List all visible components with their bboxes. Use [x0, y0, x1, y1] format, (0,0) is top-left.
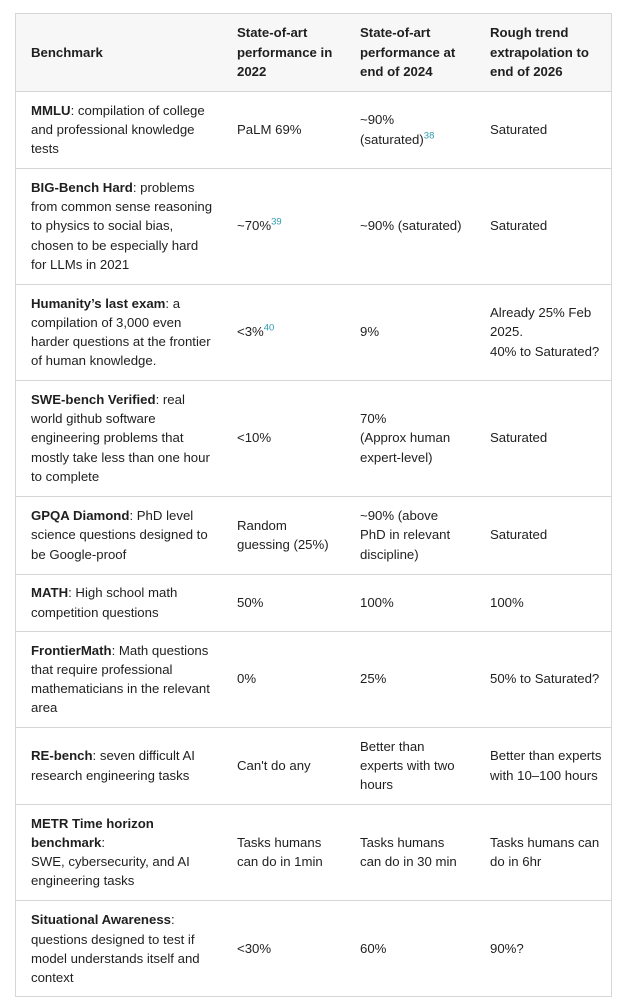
benchmark-description: : problems from common sense reasoning to physics to social bias, chosen to be especially hard for LLMs in 2021 [31, 179, 213, 272]
value-p2024: 9% [360, 324, 380, 340]
benchmark-cell [16, 727, 222, 804]
header-row [16, 14, 611, 91]
value-p2024: 100% [360, 594, 394, 610]
value-p2024: 70% (Approx human expert-level) [360, 411, 451, 465]
benchmark-cell [16, 496, 222, 574]
benchmark-name: Situational Awareness [31, 912, 171, 928]
value-p2024: ~90% (saturated) [360, 112, 424, 147]
value-cell-p2024 [345, 496, 475, 574]
value-cell-p2022 [222, 284, 345, 380]
value-cell-p2022 [222, 168, 345, 284]
benchmark-name: MMLU [31, 102, 71, 118]
benchmark-cell [16, 284, 222, 380]
value-cell-p2022 [222, 574, 345, 631]
value-cell-p2022 [222, 91, 345, 168]
value-p2026: 90%? [490, 941, 524, 957]
value-p2026: Saturated [490, 430, 548, 446]
value-p2022: PaLM 69% [237, 121, 302, 137]
benchmark-name: BIG-Bench Hard [31, 179, 133, 195]
benchmark-cell [16, 631, 222, 727]
value-cell-p2022 [222, 380, 345, 496]
value-cell-p2026 [475, 380, 611, 496]
benchmark-description: : seven difficult AI research engineering tasks [31, 748, 195, 783]
value-p2024: Tasks humans can do in 30 min [360, 834, 457, 869]
benchmark-name: METR Time horizon benchmark [31, 815, 154, 850]
benchmark-description: : questions designed to test if model understands itself and context [31, 912, 200, 985]
value-p2022: 0% [237, 671, 257, 687]
benchmark-name: Humanity’s last exam [31, 295, 166, 311]
footnote-ref[interactable]: 40 [263, 323, 275, 334]
benchmark-cell [16, 168, 222, 284]
benchmark-name: SWE-bench Verified [31, 391, 156, 407]
value-p2022: 50% [237, 594, 264, 610]
value-p2022: ~70% [237, 218, 272, 234]
value-cell-p2024 [345, 284, 475, 380]
benchmark-cell [16, 574, 222, 631]
value-p2026: Better than experts with 10–100 hours [490, 748, 602, 783]
header-2026: Rough trend extrapolation to end of 2026 [475, 14, 611, 91]
value-cell-p2022 [222, 727, 345, 804]
value-p2026: Saturated [490, 218, 548, 234]
header-2024: State-of-art performance at end of 2024 [345, 14, 475, 91]
table-row [16, 496, 611, 574]
benchmark-description: : High school math competition questions [31, 585, 178, 620]
value-cell-p2026 [475, 727, 611, 804]
value-cell-p2024 [345, 168, 475, 284]
value-cell-p2024 [345, 804, 475, 900]
value-cell-p2026 [475, 168, 611, 284]
benchmark-table [16, 14, 611, 997]
benchmark-description: : compilation of college and professional knowledge tests [31, 102, 205, 157]
header-benchmark: Benchmark [16, 14, 222, 91]
table-row [16, 168, 611, 284]
value-p2024: 60% [360, 941, 387, 957]
header-2022: State-of-art performance in 2022 [222, 14, 345, 91]
value-p2022: <10% [237, 430, 272, 446]
value-cell-p2024 [345, 574, 475, 631]
benchmark-cell [16, 900, 222, 997]
value-p2024: ~90% (above PhD in relevant discipline) [360, 508, 451, 562]
value-p2022: <30% [237, 941, 272, 957]
benchmark-description: : PhD level science questions designed to be Google-proof [31, 508, 208, 562]
value-p2026: 100% [490, 594, 524, 610]
table-row [16, 804, 611, 900]
benchmark-name: MATH [31, 585, 69, 601]
value-cell-p2024 [345, 380, 475, 496]
value-p2026: Saturated [490, 527, 548, 543]
value-p2022: Can't do any [237, 757, 311, 773]
table-row [16, 900, 611, 997]
benchmark-description: : real world github software engineering problems that mostly take less than one hour to complete [31, 391, 210, 484]
value-cell-p2026 [475, 804, 611, 900]
value-cell-p2022 [222, 496, 345, 574]
footnote-ref[interactable]: 38 [423, 130, 435, 142]
benchmark-cell [16, 804, 222, 900]
value-cell-p2026 [475, 631, 611, 727]
value-cell-p2024 [345, 727, 475, 804]
value-cell-p2026 [475, 900, 611, 997]
benchmark-cell [16, 380, 222, 496]
table-row [16, 631, 611, 727]
table-row [16, 284, 611, 380]
value-p2026: Saturated [490, 121, 548, 137]
value-p2022: <3% [237, 324, 264, 340]
value-cell-p2024 [345, 91, 475, 168]
value-cell-p2022 [222, 804, 345, 900]
value-cell-p2026 [475, 284, 611, 380]
value-p2026: Tasks humans can do in 6hr [490, 834, 600, 869]
value-cell-p2026 [475, 91, 611, 168]
value-cell-p2022 [222, 900, 345, 997]
value-p2024: ~90% (saturated) [360, 218, 462, 234]
table-row [16, 574, 611, 631]
benchmark-description: : Math questions that require professional mathematicians in the relevant area [31, 642, 210, 716]
table-row [16, 91, 611, 168]
value-cell-p2022 [222, 631, 345, 727]
benchmark-name: GPQA Diamond [31, 508, 130, 524]
footnote-ref[interactable]: 39 [271, 217, 282, 228]
benchmark-cell [16, 91, 222, 168]
value-p2022: Random guessing (25%) [237, 517, 329, 552]
value-cell-p2024 [345, 631, 475, 727]
value-p2024: 25% [360, 671, 387, 687]
value-p2026: 50% to Saturated? [490, 671, 600, 687]
benchmark-name: RE-bench [31, 748, 93, 764]
value-cell-p2026 [475, 574, 611, 631]
table-row [16, 727, 611, 804]
benchmark-description: : a compilation of 3,000 even harder questions at the frontier of human knowledge. [31, 295, 211, 369]
benchmark-table-container [15, 13, 612, 997]
benchmark-name: FrontierMath [31, 642, 112, 658]
value-p2024: Better than experts with two hours [360, 738, 455, 793]
value-cell-p2024 [345, 900, 475, 997]
table-row [16, 380, 611, 496]
value-cell-p2026 [475, 496, 611, 574]
value-p2026: Already 25% Feb 2025. 40% to Saturated? [490, 305, 600, 359]
value-p2022: Tasks humans can do in 1min [237, 834, 323, 869]
benchmark-description: : SWE, cybersecurity, and AI engineering tasks [31, 834, 190, 889]
